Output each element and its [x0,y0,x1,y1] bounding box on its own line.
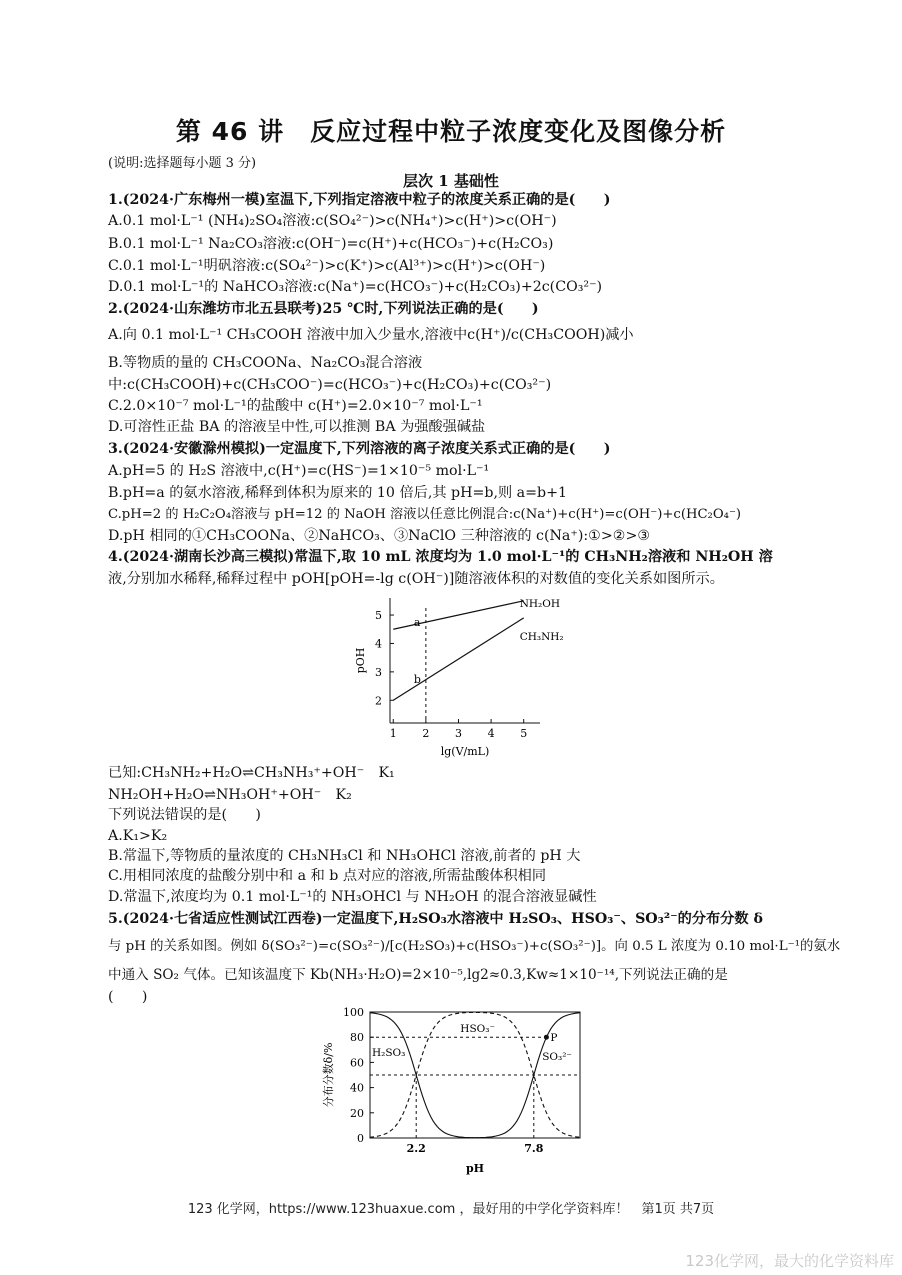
series-label: SO₃²⁻ [542,1050,572,1063]
q1-option-b: B.0.1 mol·L⁻¹ Na₂CO₃溶液:c(OH⁻)=c(H⁺)+c(HCO₃⁻)+c(H₂CO₃) [108,236,554,252]
y-axis-label: pOH [354,647,367,674]
y-tick-label: 20 [350,1106,364,1120]
question-5-stem: 5.(2024·七省适应性测试江西卷)一定温度下,H₂SO₃水溶液中 H₂SO₃、HSO₃⁻、SO₃²⁻的分布分数 δ [108,911,763,927]
q4-known-eq1: 已知:CH₃NH₂+H₂O⇌CH₃NH₃⁺+OH⁻ K₁ [108,765,395,781]
question-5-stem-cont: 与 pH 的关系如图。例如 δ(SO₃²⁻)=c(SO₃²⁻)/[c(H₂SO₃)+c(HSO₃⁻)+c(SO₃²⁻)]。向 0.5 L 浓度为 0.10 mol·L⁻¹的氨水 [108,939,841,954]
y-tick-label: 2 [375,694,382,708]
series-label: HSO₃⁻ [460,1023,496,1036]
q4-option-d: D.常温下,浓度均为 0.1 mol·L⁻¹的 NH₃OHCl 与 NH₂OH 的混合溶液显碱性 [108,889,597,905]
x-tick-label: 7.8 [524,1142,544,1155]
series-line [393,601,523,629]
instruction-note: (说明:选择题每小题 3 分) [108,156,257,171]
q2-option-b: B.等物质的量的 CH₃COONa、Na₂CO₃混合溶液 [108,355,423,371]
question-5-stem-cont2: 中通入 SO₂ 气体。已知该温度下 Kb(NH₃·H₂O)=2×10⁻⁵,lg2≈0.3,Kw≈1×10⁻¹⁴,下列说法正确的是 [108,967,728,983]
question-4-stem: 4.(2024·湖南长沙高三模拟)常温下,取 10 mL 浓度均为 1.0 mol·L⁻¹的 CH₃NH₂溶液和 NH₂OH 溶 [108,549,773,565]
q4-prompt: 下列说法错误的是( ) [108,807,261,823]
x-tick-label: 4 [487,727,495,740]
point-label: P [550,1032,558,1045]
q2-option-c: C.2.0×10⁻⁷ mol·L⁻¹的盐酸中 c(H⁺)=2.0×10⁻⁷ mol·L⁻¹ [108,398,483,414]
y-tick-label: 80 [350,1031,364,1045]
x-tick-label: 2.2 [406,1142,426,1155]
chart-distribution-fraction [318,1000,590,1175]
q4-option-b: B.常温下,等物质的量浓度的 CH₃NH₃Cl 和 NH₃OHCl 溶液,前者的 pH 大 [108,848,581,864]
q1-option-c: C.0.1 mol·L⁻¹明矾溶液:c(SO₄²⁻)>c(K⁺)>c(Al³⁺)>c(H⁺)>c(OH⁻) [108,258,546,274]
y-tick-label: 100 [343,1006,364,1019]
x-axis-label: lg(V/mL) [440,745,490,758]
q4-known-eq2: NH₂OH+H₂O⇌NH₃OH⁺+OH⁻ K₂ [108,787,352,803]
point-label: b [413,672,421,686]
series-line [393,618,523,700]
question-3-stem: 3.(2024·安徽滁州模拟)一定温度下,下列溶液的离子浓度关系式正确的是( ) [108,441,611,457]
chart-poh-vs-lgv [350,590,564,765]
q3-option-a: A.pH=5 的 H₂S 溶液中,c(H⁺)=c(HS⁻)=1×10⁻⁵ mol·L⁻¹ [108,463,490,479]
page-title: 第 46 讲 反应过程中粒子浓度变化及图像分析 [175,117,727,146]
q1-option-a: A.0.1 mol·L⁻¹ (NH₄)₂SO₄溶液:c(SO₄²⁻)>c(NH₄⁺)>c(H⁺)>c(OH⁻) [108,213,557,229]
x-tick-label: 5 [520,727,528,740]
x-tick-label: 2 [422,727,430,740]
x-tick-label: 1 [389,727,397,740]
series-label: NH₂OH [519,597,561,610]
y-tick-label: 60 [350,1056,364,1070]
series-label: H₂SO₃ [372,1047,406,1060]
q2-option-a: A.向 0.1 mol·L⁻¹ CH₃COOH 溶液中加入少量水,溶液中c(H⁺)/c(CH₃COOH)减小 [108,327,634,343]
y-tick-label: 40 [350,1081,364,1095]
x-axis-label: pH [465,1162,485,1175]
q3-option-d: D.pH 相同的①CH₃COONa、②NaHCO₃、③NaClO 三种溶液的 c(Na⁺):①>②>③ [108,528,651,544]
y-tick-label: 0 [357,1132,364,1145]
level-heading: 层次 1 基础性 [403,172,499,190]
q4-option-a: A.K₁>K₂ [108,828,168,844]
q2-option-b-cont: 中:c(CH₃COOH)+c(CH₃COO⁻)=c(HCO₃⁻)+c(H₂CO₃)+c(CO₃²⁻) [108,377,552,393]
y-tick-label: 4 [375,637,382,651]
y-axis-label: 分布分数δ/% [322,1042,335,1108]
series-label: CH₃NH₂ [519,630,564,643]
y-tick-label: 5 [375,609,382,623]
question-2-stem: 2.(2024·山东潍坊市北五县联考)25 ℃时,下列说法正确的是( ) [108,301,539,317]
q2-option-d: D.可溶性正盐 BA 的溶液呈中性,可以推测 BA 为强酸强碱盐 [108,419,486,435]
point-label: a [413,616,421,630]
q3-option-c: C.pH=2 的 H₂C₂O₄溶液与 pH=12 的 NaOH 溶液以任意比例混合:c(Na⁺)+c(H⁺)=c(OH⁻)+c(HC₂O₄⁻) [108,507,742,522]
watermark: 123化学网，最大的化学资料库 [685,1252,894,1270]
page-footer: 123 化学网，https://www.123huaxue.com ，最好用的中学化学资料库！ 第1页 共7页 [187,1202,715,1217]
q1-option-d: D.0.1 mol·L⁻¹的 NaHCO₃溶液:c(Na⁺)=c(HCO₃⁻)+c(H₂CO₃)+2c(CO₃²⁻) [108,279,603,295]
x-tick-label: 3 [454,727,462,740]
q5-answer-bracket: ( ) [108,989,148,1005]
q3-option-b: B.pH=a 的氨水溶液,稀释到体积为原来的 10 倍后,其 pH=b,则 a=b+1 [108,485,568,501]
y-tick-label: 3 [375,665,382,679]
q4-option-c: C.用相同浓度的盐酸分别中和 a 和 b 点对应的溶液,所需盐酸体积相同 [108,868,547,884]
question-4-stem-cont: 液,分别加水稀释,稀释过程中 pOH[pOH=-lg c(OH⁻)]随溶液体积的对数值的变化关系如图所示。 [108,571,724,587]
point-p [544,1035,549,1040]
question-1-stem: 1.(2024·广东梅州一模)室温下,下列指定溶液中粒子的浓度关系正确的是( ) [108,192,611,208]
